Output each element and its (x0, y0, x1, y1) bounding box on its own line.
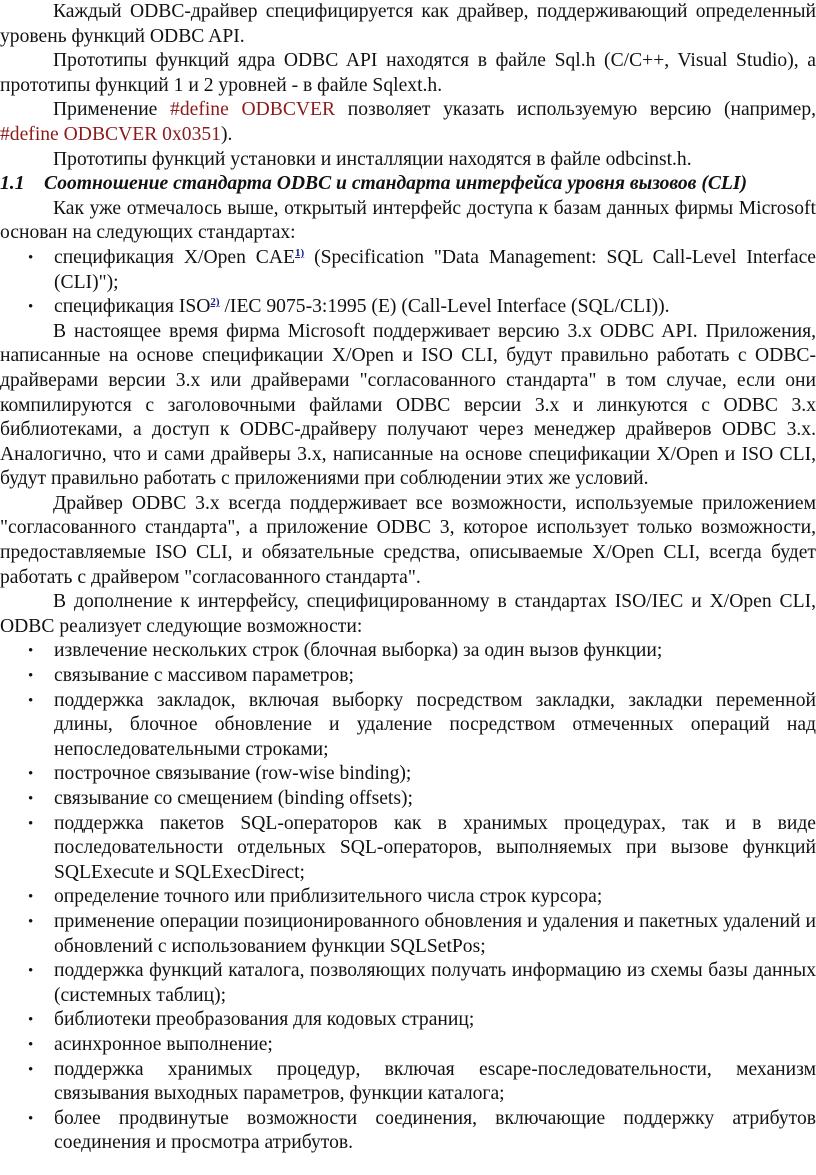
paragraph-odbcinst: Прототипы функций установки и инсталляции находятся в файле odbcinst.h. (53, 148, 692, 170)
features-list (0, 639, 816, 1155)
bullet-icon: • (28, 766, 34, 783)
bullet-icon: • (28, 791, 34, 807)
section-number: 1.1 (0, 173, 25, 195)
list-item-feature (0, 959, 816, 1008)
bullet-icon: • (28, 299, 34, 316)
paragraph-prototypes-files: Прототипы функций ядра ODBC API находятся в файле Sql.h (C/C++, Visual Studio), а прототипы функций 1 и 2 уровней - в файле Sqlext.h. (0, 50, 816, 96)
bullet-icon: • (28, 692, 34, 709)
feature-text: асинхронное выполнение; (54, 1033, 273, 1055)
bullet-icon: • (28, 643, 34, 660)
paragraph-version-compat: В настоящее время фирма Microsoft поддерживает версию 3.x ODBC API. Приложения, написанные на основе спецификации X/Open и ISO CLI, будут правильно работать с ODBC-драйверами версии 3.x или драйверами "согласованного стандарта" в том случае, если они компилируются с заголовочными файлами ODBC версии 3.x и линкуются с ODBC 3.x библиотеками, а доступ к ODBC-драйверу получают через менеджер драйверов ODBC 3.x. Аналогично, что и сами драйверы 3.x, написанные на основе спецификации X/Open и ISO CLI, будут правильно работать с приложениями при соблюдении этих же условий. (0, 320, 816, 490)
bullet-icon: • (28, 1036, 34, 1053)
feature-text: более продвинутые возможности соединения, включающие поддержку атрибутов соединения и просмотра атрибутов. (54, 1107, 816, 1154)
bullet-icon: • (28, 249, 34, 266)
feature-text: библиотеки преобразования для кодовых страниц; (54, 1009, 475, 1031)
list-item-standard-iso (0, 295, 816, 320)
feature-text: связывание с массивом параметров; (54, 665, 355, 687)
list-item-feature (0, 885, 816, 910)
text-fragment: /IEC 9075-3:1995 (E) (Call-Level Interface (SQL/CLI)). (219, 296, 670, 318)
footnote-link-2[interactable]: 2) (210, 296, 220, 309)
code-odbcver-example: #define ODBCVER 0x0351 (0, 123, 221, 145)
list-item-feature (0, 664, 816, 689)
paragraph-odbcver (0, 98, 816, 147)
feature-text: поддержка пакетов SQL-операторов как в хранимых процедурах, так и в виде последовательности отдельных SQL-операторов, выполняемых при вызове функций SQLExecute и SQLExecDirect; (54, 812, 816, 883)
feature-text: применение операции позиционированного обновления и удаления и пакетных удалений и обновлений с использованием функции SQLSetPos; (54, 910, 816, 957)
bullet-icon: • (28, 1012, 34, 1029)
bullet-icon: • (28, 963, 34, 980)
list-item-feature (0, 1058, 816, 1107)
list-item-feature (0, 812, 816, 886)
section-title: Соотношение стандарта ODBC и стандарта интерфейса уровня вызовов (CLI) (44, 173, 748, 195)
feature-text: поддержка хранимых процедур, включая escape-последовательности, механизм связывания выходных параметров, функции каталога; (54, 1058, 816, 1105)
bullet-icon: • (28, 889, 34, 906)
text-fragment: позволяет указать используемую версию (например, (335, 99, 816, 121)
list-item-standard-xopen (0, 246, 816, 295)
section-heading (0, 172, 816, 197)
feature-text: поддержка функций каталога, позволяющих получать информацию из схемы базы данных (системных таблиц); (54, 960, 816, 1006)
code-odbcver: #define ODBCVER (170, 99, 336, 121)
standards-list (0, 246, 816, 320)
text-fragment: ). (220, 123, 233, 145)
text-fragment: (Specification "Data Management: SQL Call-Level Interface (CLI)"); (54, 246, 816, 293)
feature-text: определение точного или приблизительного числа строк курсора; (54, 886, 603, 908)
text-fragment: спецификация ISO (54, 296, 211, 318)
feature-text: построчное связывание (row-wise binding); (54, 763, 412, 785)
list-item-feature (0, 762, 816, 787)
paragraph-driver-support: Драйвер ODBC 3.x всегда поддерживает все возможности, используемые приложением "согласованного стандарта", а приложение ODBC 3, которое использует только возможности, предоставляемые ISO CLI, и обязательные средства, описываемые X/Open CLI, всегда будет работать с драйвером "согласованного стандарта". (0, 492, 816, 588)
bullet-icon: • (28, 815, 34, 832)
text-fragment: спецификация X/Open CAE (54, 246, 295, 268)
paragraph-features-intro: В дополнение к интерфейсу, специфицированному в стандартах ISO/IEC и X/Open CLI, ODBC реализует следующие возможности: (0, 591, 816, 637)
list-item-feature (0, 910, 816, 959)
bullet-icon: • (28, 1061, 34, 1078)
list-item-feature (0, 1008, 816, 1033)
list-item-feature (0, 639, 816, 664)
feature-text: связывание со смещением (binding offsets); (54, 788, 413, 809)
text-fragment: Применение (53, 99, 171, 121)
bullet-icon: • (28, 1110, 34, 1127)
list-item-feature (0, 1033, 816, 1058)
bullet-icon: • (28, 913, 34, 930)
feature-text: поддержка закладок, включая выборку посредством закладки, закладки переменной длины, блочное обновление и удаление посредством отмеченных операций над непоследовательными строками; (54, 689, 816, 760)
list-item-feature (0, 1107, 816, 1156)
feature-text: извлечение нескольких строк (блочная выборка) за один вызов функции; (54, 640, 663, 662)
list-item-feature (0, 787, 816, 812)
paragraph-driver-level: Каждый ODBC-драйвер специфицируется как драйвер, поддерживающий определенный уровень функций ODBC API. (0, 1, 816, 47)
list-item-feature (0, 689, 816, 763)
bullet-icon: • (28, 668, 34, 685)
footnote-link-1[interactable]: 1) (295, 246, 305, 259)
paragraph-intro: Как уже отмечалось выше, открытый интерфейс доступа к базам данных фирмы Microsoft основан на следующих стандартах: (0, 197, 816, 244)
